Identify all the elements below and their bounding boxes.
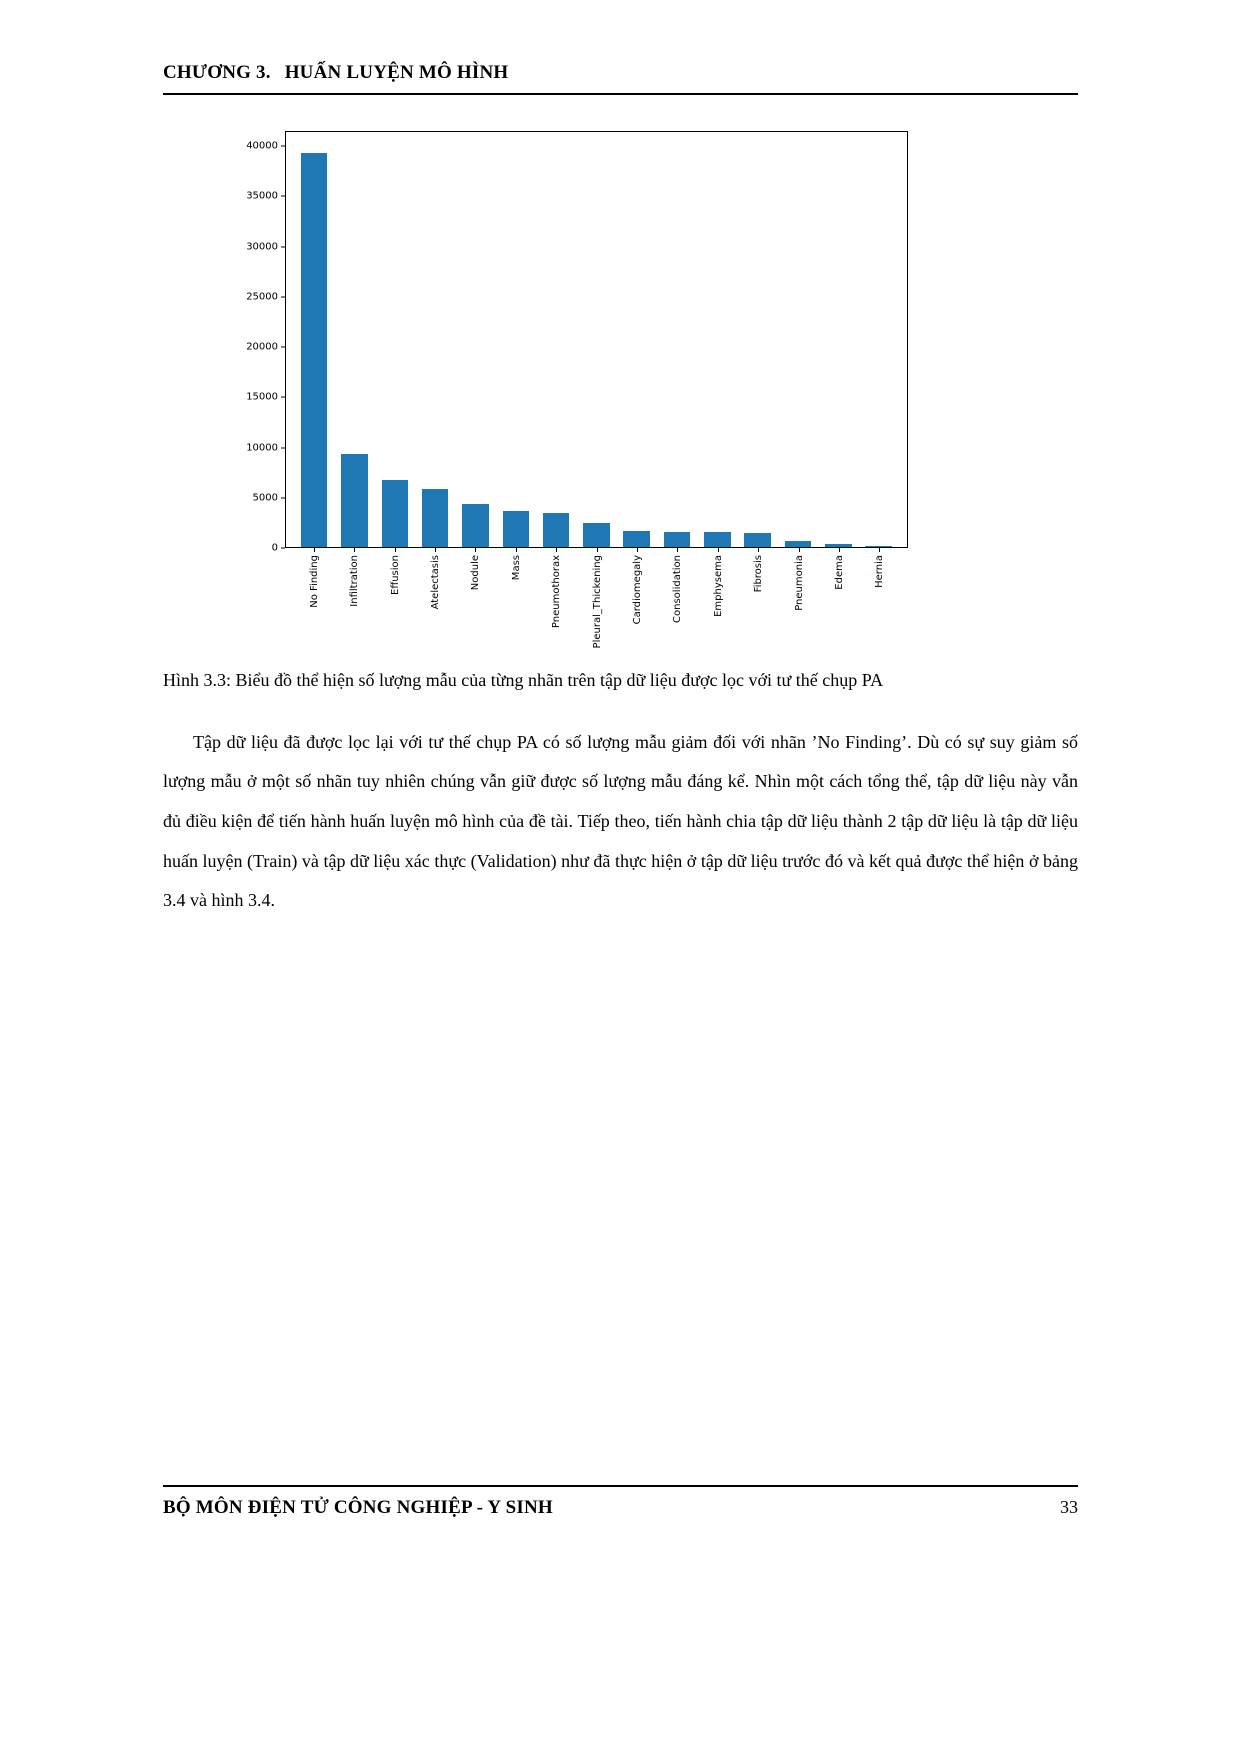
bar-slot [617,132,657,547]
bar-atelectasis [422,489,449,547]
bar-slot [334,132,374,547]
bar-consolidation [664,532,691,548]
bar-pleural-thickening [583,523,610,547]
y-tick-label: 5000 [252,492,278,504]
bar-no-finding [301,153,328,547]
x-tick-label: Hernia [874,555,886,588]
x-tick-mark [718,548,719,552]
x-tick-label: Emphysema [712,555,724,617]
footer-department: BỘ MÔN ĐIỆN TỬ CÔNG NGHIỆP - Y SINH [163,1496,553,1518]
page-number: 33 [1060,1496,1078,1517]
figure-caption: Hình 3.3: Biểu đồ thể hiện số lượng mẫu của từng nhãn trên tập dữ liệu được lọc với tư thế chụp PA [163,670,884,691]
x-tick-mark [637,548,638,552]
bar-emphysema [704,532,731,547]
chapter-heading [163,62,1078,84]
bar-infiltration [341,454,368,547]
x-tick-mark [475,548,476,552]
x-tick [375,548,415,648]
bar-slot [818,132,858,547]
bar-chart [248,131,1078,648]
x-tick-mark [556,548,557,552]
y-tick-label: 0 [271,542,278,554]
x-tick-label: Pneumonia [793,555,805,611]
bar-mass [503,511,530,547]
bar-slot [536,132,576,547]
y-tick [272,543,285,554]
y-tick [246,191,285,202]
bar-pneumonia [785,541,812,548]
x-tick [860,548,900,648]
bar-slot [415,132,455,547]
y-axis-labels [246,131,285,554]
bar-slot [375,132,415,547]
x-tick-mark [879,548,880,552]
bar-slot [778,132,818,547]
x-tick-label: Infiltration [349,555,361,607]
x-tick [617,548,657,648]
x-tick-label: No Finding [308,555,320,608]
chart-plot-area [285,131,908,548]
x-tick-mark [677,548,678,552]
x-tick-label: Atelectasis [429,555,441,610]
bar-slot [576,132,616,547]
bar-slot [496,132,536,547]
x-tick-label: Edema [833,555,845,590]
x-tick [496,548,536,648]
x-tick-mark [314,548,315,552]
x-tick-mark [758,548,759,552]
y-tick-label: 35000 [246,190,278,202]
y-tick-label: 15000 [246,391,278,403]
y-tick-label: 10000 [246,442,278,454]
page-footer [163,1485,1078,1519]
x-tick [738,548,778,648]
x-tick [456,548,496,648]
x-tick [698,548,738,648]
y-tick-label: 20000 [246,341,278,353]
bar-slot [859,132,899,547]
x-tick-mark [799,548,800,552]
bar-edema [825,544,852,547]
x-tick [779,548,819,648]
y-tick-label: 40000 [246,140,278,152]
x-tick-mark [354,548,355,552]
chapter-number: CHƯƠNG 3. [163,62,271,83]
x-tick [658,548,698,648]
x-tick-label: Pneumothorax [551,555,563,629]
y-tick [246,342,285,353]
y-tick [253,492,285,503]
bar-slot [697,132,737,547]
x-tick [415,548,455,648]
bar-effusion [382,480,409,547]
x-tick-mark [839,548,840,552]
footer-row [163,1487,1078,1519]
body-paragraph: Tập dữ liệu đã được lọc lại với tư thế chụp PA có số lượng mẫu giảm đối với nhãn ’No Finding’. Dù có sự suy giảm số lượng mẫu ở một số nhãn tuy nhiên chúng vẫn giữ được số lượng mẫu đáng kể. Nhìn một cách tổng thể, tập dữ liệu này vẫn đủ điều kiện để tiến hành huấn luyện mô hình của đề tài. Tiếp theo, tiến hành chia tập dữ liệu thành 2 tập dữ liệu là tập dữ liệu huấn luyện (Train) và tập dữ liệu xác thực (Validation) như đã thực hiện ở tập dữ liệu trước đó và kết quả được thể hiện ở bảng 3.4 và hình 3.4. [163,731,1078,911]
x-tick-label: Cardiomegaly [631,555,643,625]
x-tick-mark [516,548,517,552]
bar-slot [294,132,334,547]
x-tick-label: Effusion [389,555,401,595]
x-tick [577,548,617,648]
bar-slot [738,132,778,547]
x-tick [819,548,859,648]
chart-corner [248,548,285,648]
y-tick [246,442,285,453]
figure-3-3 [163,131,1078,697]
x-tick-label: Pleural_Thickening [591,555,603,649]
x-tick-label: Mass [510,555,522,581]
y-tick [246,141,285,152]
x-tick-mark [395,548,396,552]
y-tick [246,392,285,403]
bar-pneumothorax [543,513,570,547]
x-axis-labels [286,548,908,648]
x-tick-label: Nodule [470,555,482,591]
page-header [163,62,1078,95]
x-tick-mark [435,548,436,552]
x-tick-mark [597,548,598,552]
bar-slot [455,132,495,547]
y-tick-label: 25000 [246,291,278,303]
y-tick-label: 30000 [246,241,278,253]
bar-fibrosis [744,533,771,547]
x-tick-label: Fibrosis [753,555,765,593]
x-tick [334,548,374,648]
x-tick [536,548,576,648]
x-tick-label: Consolidation [672,555,684,623]
y-tick [246,291,285,302]
bar-slot [657,132,697,547]
header-rule [163,93,1078,95]
chapter-title: HUẤN LUYỆN MÔ HÌNH [284,62,509,83]
bar-nodule [462,504,489,547]
bar-cardiomegaly [623,531,650,547]
bar-hernia [865,546,892,547]
x-tick [294,548,334,648]
y-tick [246,241,285,252]
